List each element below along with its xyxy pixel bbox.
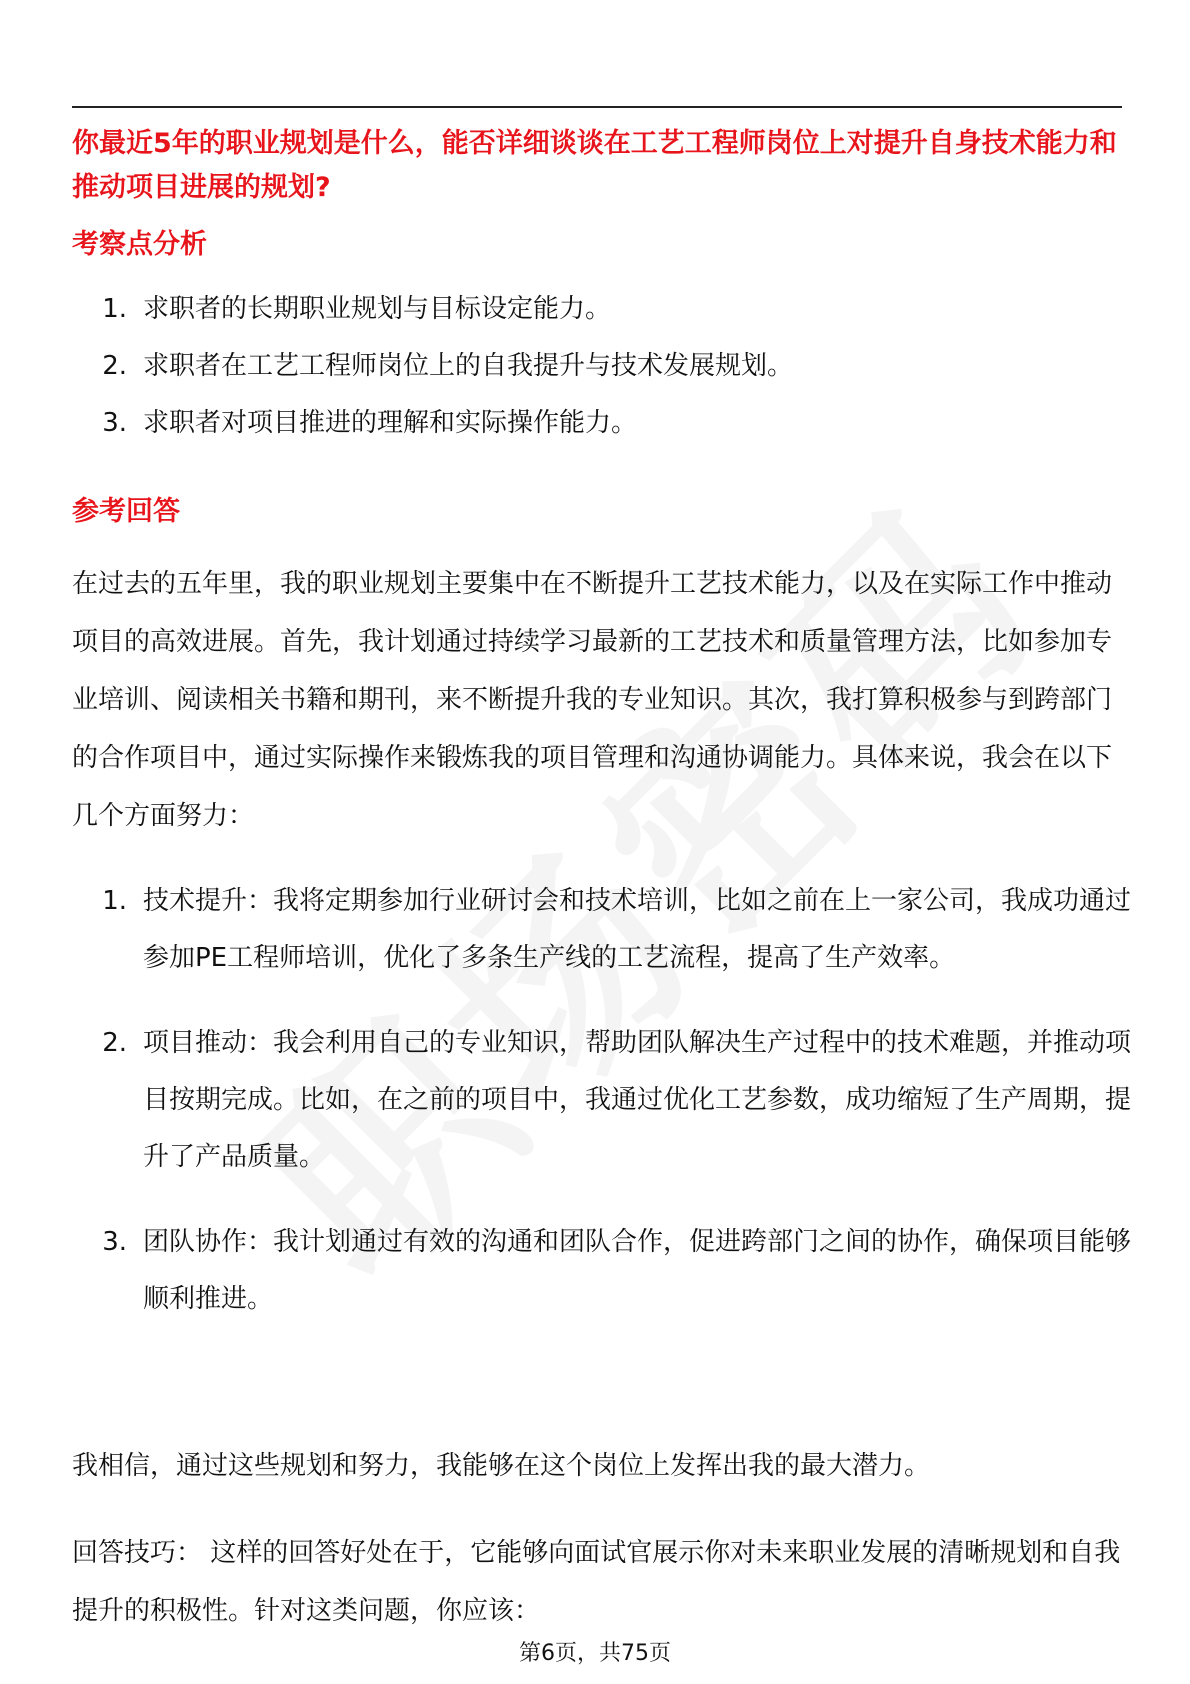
answer-list bbox=[72, 873, 1132, 1356]
list-item bbox=[72, 349, 1132, 383]
list-item bbox=[72, 406, 1132, 440]
list-text: 团队协作：我计划通过有效的沟通和团队合作，促进跨部门之间的协作，确保项目能够顺利推进。 bbox=[143, 1227, 1132, 1314]
list-number: 3. bbox=[102, 1227, 127, 1257]
analysis-heading: 考察点分析 bbox=[72, 229, 207, 260]
list-number: 1. bbox=[102, 294, 127, 324]
list-item bbox=[72, 292, 1132, 326]
question-title: 你最近5年的职业规划是什么，能否详细谈谈在工艺工程师岗位上对提升自身技术能力和推动项目进展的规划? bbox=[72, 128, 1117, 203]
list-text: 求职者的长期职业规划与目标设定能力。 bbox=[143, 294, 612, 324]
answer-intro: 在过去的五年里，我的职业规划主要集中在不断提升工艺技术能力，以及在实际工作中推动项目的高效进展。首先，我计划通过持续学习最新的工艺技术和质量管理方法，比如参加专业培训、阅读相关书籍和期刊，来不断提升我的专业知识。其次，我打算积极参与到跨部门的合作项目中，通过实际操作来锻炼我的项目管理和沟通协调能力。具体来说，我会在以下几个方面努力： bbox=[72, 569, 1113, 831]
answer-tips: 回答技巧： 这样的回答好处在于，它能够向面试官展示你对未来职业发展的清晰规划和自我提升的积极性。针对这类问题，你应该： bbox=[72, 1538, 1121, 1626]
list-text: 项目推动：我会利用自己的专业知识，帮助团队解决生产过程中的技术难题，并推动项目按期完成。比如，在之前的项目中，我通过优化工艺参数，成功缩短了生产周期，提升了产品质量。 bbox=[143, 1028, 1132, 1172]
answer-heading: 参考回答 bbox=[72, 496, 180, 527]
answer-conclusion: 我相信，通过这些规划和努力，我能够在这个岗位上发挥出我的最大潜力。 bbox=[72, 1451, 931, 1481]
list-number: 2. bbox=[102, 1028, 127, 1058]
page-number: 第6页，共75页 bbox=[519, 1641, 671, 1666]
list-item bbox=[72, 873, 1132, 987]
list-text: 求职者对项目推进的理解和实际操作能力。 bbox=[143, 408, 638, 438]
top-divider bbox=[72, 106, 1122, 108]
list-number: 1. bbox=[102, 886, 127, 916]
list-text: 技术提升：我将定期参加行业研讨会和技术培训，比如之前在上一家公司，我成功通过参加PE工程师培训，优化了多条生产线的工艺流程，提高了生产效率。 bbox=[143, 886, 1132, 973]
list-number: 3. bbox=[102, 408, 127, 438]
list-number: 2. bbox=[102, 351, 127, 381]
analysis-list bbox=[72, 292, 1132, 463]
list-item bbox=[72, 1015, 1132, 1186]
list-item bbox=[72, 1214, 1132, 1328]
list-text: 求职者在工艺工程师岗位上的自我提升与技术发展规划。 bbox=[143, 351, 794, 381]
